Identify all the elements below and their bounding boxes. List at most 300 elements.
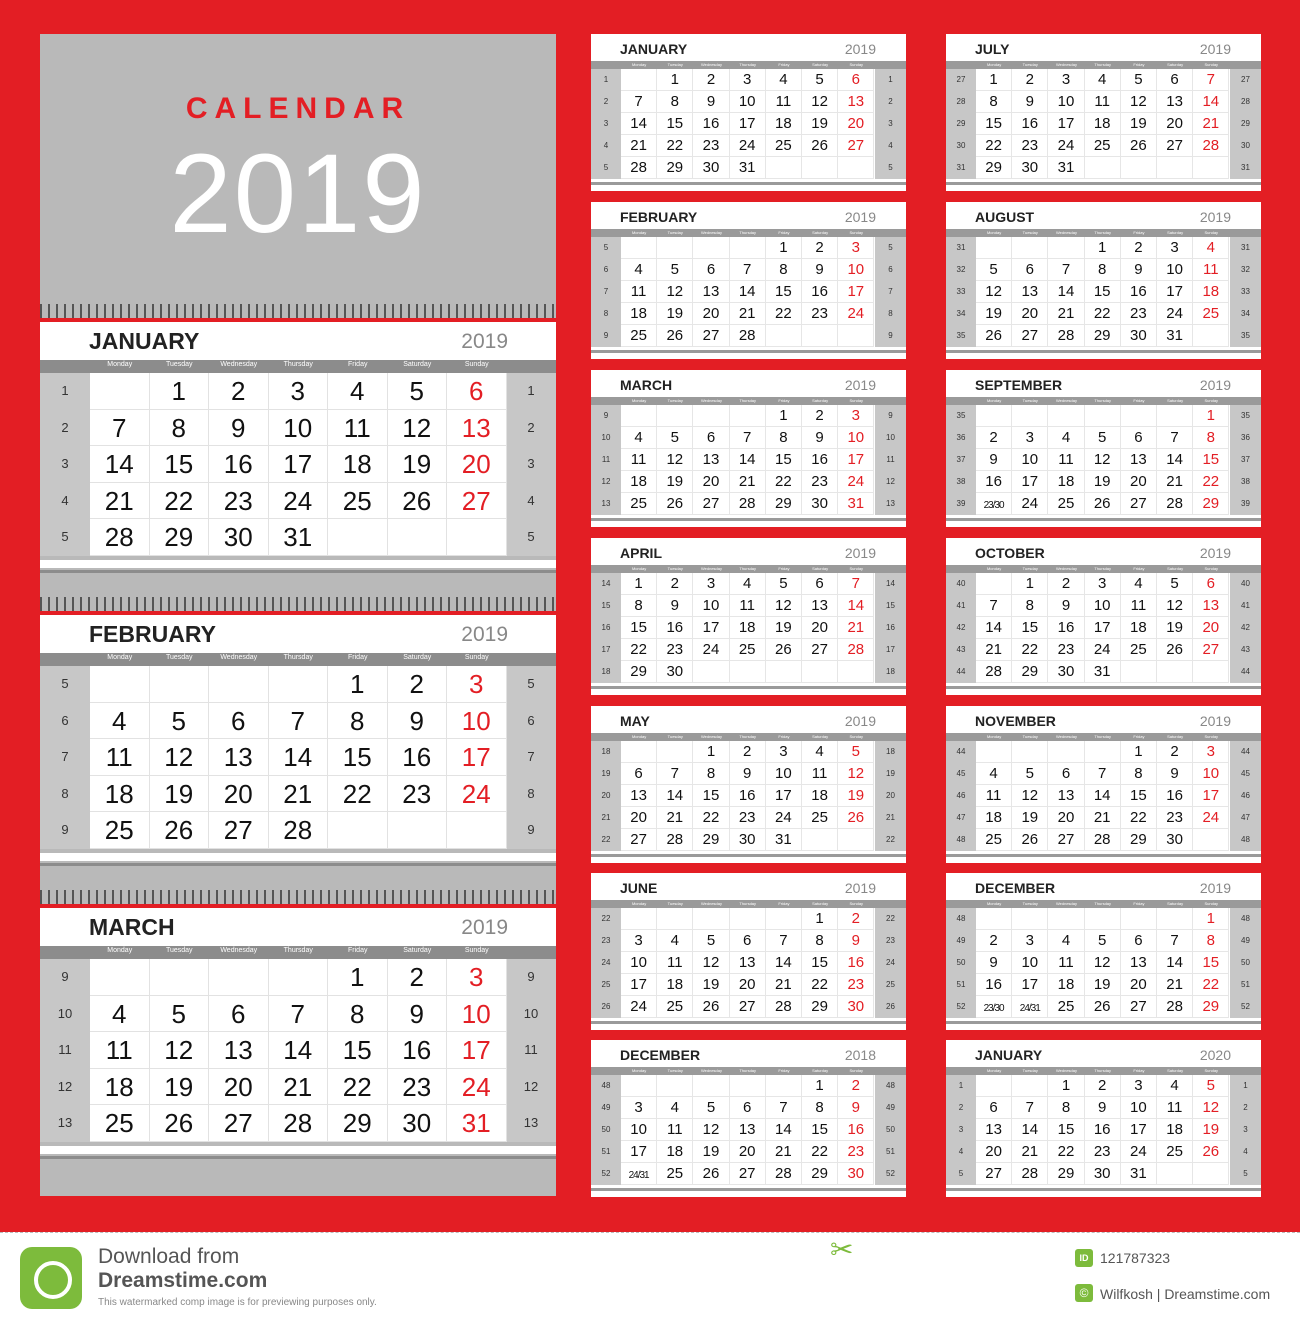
day-cell: 25 <box>730 639 766 661</box>
day-cell: 27 <box>1121 493 1157 515</box>
day-cell: 11 <box>90 1032 150 1069</box>
day-cell: 10 <box>621 952 657 974</box>
day-cell <box>976 573 1012 595</box>
weekday-label: Thursday <box>1094 1068 1112 1073</box>
day-cell: 28 <box>766 996 802 1018</box>
day-grid <box>90 959 507 1142</box>
weekday-label: Saturday <box>1167 1068 1184 1073</box>
wall-calendar-panel <box>40 34 556 1196</box>
week-number: 50 <box>956 958 966 967</box>
weekday-label: Wednesday <box>1055 62 1078 67</box>
month-header <box>40 322 556 360</box>
day-cell: 21 <box>1157 471 1193 493</box>
weekday-label: Tuesday <box>1022 230 1038 235</box>
week-number-column <box>591 69 621 179</box>
week-number: 6 <box>61 712 69 728</box>
day-cell: 9 <box>1085 1097 1121 1119</box>
day-cell: 13 <box>693 281 729 303</box>
day-cell: 26 <box>1085 493 1121 515</box>
day-cell: 24 <box>838 303 874 325</box>
day-cell: 20 <box>621 807 657 829</box>
day-cell: 27 <box>447 483 507 520</box>
mini-month-december-2019 <box>946 873 1261 1030</box>
day-cell: 23/30 <box>976 996 1012 1018</box>
weekday-label: Thursday <box>283 654 313 661</box>
week-number-column <box>40 959 90 1142</box>
month-footer <box>40 560 556 568</box>
week-number: 11 <box>886 455 895 464</box>
weekday-label: Sunday <box>464 947 489 954</box>
weekday-label: Saturday <box>403 654 432 661</box>
day-cell: 18 <box>1048 471 1084 493</box>
day-cell: 24 <box>1085 639 1121 661</box>
month-name: DECEMBER <box>975 880 1056 896</box>
copyright-icon: © <box>1075 1284 1093 1302</box>
day-cell <box>328 812 388 849</box>
week-number: 31 <box>956 163 966 172</box>
week-number: 26 <box>886 1002 895 1011</box>
day-cell: 4 <box>90 703 150 740</box>
day-cell <box>269 666 329 703</box>
day-cell: 27 <box>1121 996 1157 1018</box>
day-cell: 10 <box>693 595 729 617</box>
day-cell: 22 <box>976 135 1012 157</box>
day-cell: 8 <box>150 410 210 447</box>
day-cell: 13 <box>447 410 507 447</box>
weekday-label: Monday <box>986 62 1002 67</box>
month-year: 2019 <box>1199 545 1231 561</box>
weekday-label: Sunday <box>1204 1068 1219 1073</box>
week-number: 38 <box>956 477 966 486</box>
day-cell: 19 <box>150 1069 210 1106</box>
day-cell: 13 <box>621 785 657 807</box>
day-cell: 3 <box>447 666 507 703</box>
week-number: 5 <box>1243 1169 1248 1178</box>
weekday-label: Tuesday <box>667 62 683 67</box>
day-cell: 22 <box>657 135 693 157</box>
day-cell <box>621 908 657 930</box>
day-cell: 25 <box>657 1163 693 1185</box>
day-cell: 10 <box>730 91 766 113</box>
week-number: 2 <box>603 97 609 106</box>
weekday-label: Thursday <box>1094 62 1112 67</box>
weekday-label: Monday <box>631 734 647 739</box>
day-cell: 21 <box>1085 807 1121 829</box>
day-cell: 18 <box>1048 974 1084 996</box>
month-name: SEPTEMBER <box>975 377 1063 393</box>
week-number: 4 <box>958 1147 964 1156</box>
weekday-header <box>946 397 1261 405</box>
weekday-label: Wednesday <box>1055 398 1078 403</box>
day-cell: 30 <box>1085 1163 1121 1185</box>
week-number: 45 <box>956 769 966 778</box>
week-number: 3 <box>603 119 609 128</box>
day-cell: 29 <box>976 157 1012 179</box>
weekday-label: Sunday <box>1204 398 1219 403</box>
day-cell: 16 <box>1121 281 1157 303</box>
weekday-label: Thursday <box>739 1068 757 1073</box>
day-cell: 9 <box>1012 91 1048 113</box>
day-cell: 19 <box>657 303 693 325</box>
day-cell: 5 <box>976 259 1012 281</box>
day-cell: 17 <box>621 1141 657 1163</box>
day-cell: 3 <box>621 1097 657 1119</box>
week-number-column-right <box>1230 237 1261 347</box>
day-cell: 14 <box>621 113 657 135</box>
week-number: 22 <box>601 835 611 844</box>
week-number: 31 <box>1241 163 1250 172</box>
day-cell: 23 <box>1085 1141 1121 1163</box>
day-cell: 6 <box>1121 427 1157 449</box>
day-cell: 9 <box>388 703 448 740</box>
weekday-label: Thursday <box>283 361 313 368</box>
day-cell: 7 <box>1012 1097 1048 1119</box>
weekday-label: Tuesday <box>667 566 683 571</box>
weekday-label: Monday <box>631 230 647 235</box>
day-cell: 18 <box>976 807 1012 829</box>
day-cell: 4 <box>328 373 388 410</box>
day-cell: 20 <box>1121 471 1157 493</box>
day-cell: 6 <box>447 373 507 410</box>
day-cell: 16 <box>730 785 766 807</box>
weekday-label: Sunday <box>849 566 864 571</box>
week-number: 7 <box>603 287 609 296</box>
day-cell: 15 <box>766 281 802 303</box>
day-cell: 3 <box>766 741 802 763</box>
day-cell: 6 <box>621 763 657 785</box>
week-number: 5 <box>888 163 893 172</box>
day-cell <box>1157 157 1193 179</box>
week-number: 51 <box>956 980 966 989</box>
month-name: APRIL <box>620 545 662 561</box>
day-cell: 2 <box>1157 741 1193 763</box>
week-number: 4 <box>1243 1147 1248 1156</box>
day-cell: 5 <box>150 996 210 1033</box>
day-cell: 13 <box>802 595 838 617</box>
weekday-label: Saturday <box>1167 230 1184 235</box>
weekday-label: Friday <box>1133 398 1145 403</box>
weekday-label: Monday <box>986 901 1002 906</box>
week-number: 15 <box>886 601 895 610</box>
day-cell: 10 <box>838 259 874 281</box>
week-number-column-right <box>1230 1075 1261 1185</box>
day-cell <box>621 237 657 259</box>
week-number: 3 <box>958 1125 964 1134</box>
month-name: OCTOBER <box>975 545 1045 561</box>
week-number-column-right <box>875 1075 906 1185</box>
week-number: 5 <box>603 243 609 252</box>
month-year: 2019 <box>844 713 876 729</box>
day-cell: 26 <box>1012 829 1048 851</box>
weekday-label: Friday <box>1133 566 1145 571</box>
month-footer-line <box>946 1188 1261 1191</box>
day-cell: 7 <box>1193 69 1229 91</box>
weekday-label: Wednesday <box>220 361 258 368</box>
weekday-label: Friday <box>348 361 368 368</box>
weekday-label: Wednesday <box>220 654 258 661</box>
weekday-label: Sunday <box>464 654 489 661</box>
week-number: 6 <box>603 265 609 274</box>
day-cell: 14 <box>730 281 766 303</box>
week-number: 2 <box>888 97 893 106</box>
day-cell: 27 <box>838 135 874 157</box>
weekday-label: Sunday <box>1204 62 1219 67</box>
week-number: 25 <box>886 980 895 989</box>
month-block-february <box>40 615 556 870</box>
day-cell: 26 <box>150 812 210 849</box>
day-cell: 10 <box>1157 259 1193 281</box>
day-cell: 7 <box>90 410 150 447</box>
weekday-label: Tuesday <box>1022 398 1038 403</box>
month-year: 2019 <box>1199 41 1231 57</box>
weekday-label: Sunday <box>849 901 864 906</box>
day-cell: 25 <box>802 807 838 829</box>
day-cell: 16 <box>838 952 874 974</box>
month-footer-line <box>946 518 1261 521</box>
weekday-label: Saturday <box>812 62 829 67</box>
day-cell: 9 <box>976 449 1012 471</box>
day-cell: 25 <box>1048 493 1084 515</box>
day-cell: 8 <box>328 703 388 740</box>
week-number: 22 <box>601 914 611 923</box>
weekday-label: Tuesday <box>1022 901 1038 906</box>
day-cell: 13 <box>730 1119 766 1141</box>
day-cell: 2 <box>802 237 838 259</box>
day-cell: 6 <box>1121 930 1157 952</box>
day-cell: 10 <box>1012 449 1048 471</box>
weekday-header <box>40 360 556 373</box>
week-number: 7 <box>888 287 893 296</box>
day-cell <box>1085 741 1121 763</box>
day-cell: 17 <box>1193 785 1229 807</box>
week-number: 9 <box>888 411 893 420</box>
day-cell <box>693 908 729 930</box>
week-number: 29 <box>956 119 966 128</box>
month-year: 2019 <box>461 623 508 646</box>
weekday-label: Wednesday <box>700 398 723 403</box>
week-number-column <box>946 405 976 515</box>
day-cell: 15 <box>693 785 729 807</box>
week-number: 6 <box>527 712 535 728</box>
day-cell: 5 <box>693 930 729 952</box>
day-cell: 5 <box>150 703 210 740</box>
day-cell <box>621 69 657 91</box>
week-number: 12 <box>886 477 895 486</box>
day-cell: 14 <box>269 739 329 776</box>
mini-month-september-2019 <box>946 370 1261 527</box>
day-cell: 28 <box>730 493 766 515</box>
day-cell <box>1012 908 1048 930</box>
weekday-header <box>40 653 556 666</box>
day-cell: 6 <box>209 996 269 1033</box>
day-cell: 12 <box>657 449 693 471</box>
day-cell: 8 <box>1193 930 1229 952</box>
day-cell: 25 <box>1157 1141 1193 1163</box>
day-cell: 11 <box>90 739 150 776</box>
day-cell: 11 <box>657 1119 693 1141</box>
day-cell: 3 <box>730 69 766 91</box>
weekday-label: Saturday <box>1167 901 1184 906</box>
week-number: 37 <box>1241 455 1250 464</box>
day-cell <box>802 157 838 179</box>
day-cell: 29 <box>802 1163 838 1185</box>
day-cell: 3 <box>1048 69 1084 91</box>
image-id: 121787323 <box>1100 1250 1171 1266</box>
day-cell: 8 <box>328 996 388 1033</box>
weekday-label: Friday <box>1133 1068 1145 1073</box>
day-cell: 12 <box>1085 449 1121 471</box>
day-cell <box>802 661 838 683</box>
week-number-column <box>591 741 621 851</box>
day-cell: 29 <box>150 519 210 556</box>
day-cell <box>693 661 729 683</box>
day-cell: 8 <box>621 595 657 617</box>
day-cell: 29 <box>1012 661 1048 683</box>
day-cell <box>447 812 507 849</box>
week-number: 46 <box>1241 791 1250 800</box>
day-cell: 21 <box>621 135 657 157</box>
day-cell <box>1085 405 1121 427</box>
day-cell: 16 <box>802 449 838 471</box>
day-cell: 1 <box>766 237 802 259</box>
weekday-header <box>946 733 1261 741</box>
weekday-label: Friday <box>1133 230 1145 235</box>
month-year: 2020 <box>1199 1047 1231 1063</box>
weekday-label: Saturday <box>1167 734 1184 739</box>
day-cell: 20 <box>693 303 729 325</box>
week-number: 51 <box>1241 980 1250 989</box>
day-cell: 19 <box>1193 1119 1229 1141</box>
day-cell: 12 <box>150 1032 210 1069</box>
calendar-year: 2019 <box>169 131 427 256</box>
mini-month-april-2019 <box>591 538 906 695</box>
weekday-label: Monday <box>107 361 133 368</box>
day-cell: 8 <box>766 427 802 449</box>
month-year: 2019 <box>1199 209 1231 225</box>
week-number: 3 <box>527 456 535 471</box>
day-cell: 9 <box>693 91 729 113</box>
weekday-label: Tuesday <box>667 398 683 403</box>
day-cell: 12 <box>150 739 210 776</box>
day-cell: 2 <box>1085 1075 1121 1097</box>
weekday-label: Thursday <box>1094 734 1112 739</box>
day-cell: 26 <box>802 135 838 157</box>
weekday-label: Monday <box>631 1068 647 1073</box>
week-number: 36 <box>1241 433 1250 442</box>
day-cell: 22 <box>1085 303 1121 325</box>
day-cell: 4 <box>1157 1075 1193 1097</box>
day-cell: 17 <box>1157 281 1193 303</box>
day-cell <box>730 661 766 683</box>
day-cell: 20 <box>730 974 766 996</box>
day-cell: 25 <box>1085 135 1121 157</box>
day-cell <box>1012 237 1048 259</box>
scissors-icon: ✂ <box>830 1234 854 1265</box>
weekday-label: Friday <box>1133 62 1145 67</box>
weekday-label: Wednesday <box>1055 901 1078 906</box>
day-cell: 16 <box>1085 1119 1121 1141</box>
day-cell: 21 <box>976 639 1012 661</box>
month-header <box>40 615 556 653</box>
day-cell: 31 <box>1048 157 1084 179</box>
day-cell: 19 <box>838 785 874 807</box>
day-cell: 18 <box>90 1069 150 1106</box>
day-cell <box>209 666 269 703</box>
month-footer-line <box>591 182 906 185</box>
day-cell: 15 <box>766 449 802 471</box>
day-cell: 9 <box>838 930 874 952</box>
day-cell: 20 <box>1121 974 1157 996</box>
week-number: 13 <box>57 1115 73 1130</box>
day-cell: 28 <box>730 325 766 347</box>
day-cell: 20 <box>209 776 269 813</box>
day-cell: 8 <box>802 1097 838 1119</box>
week-number: 17 <box>601 645 611 654</box>
day-cell: 30 <box>838 996 874 1018</box>
month-year: 2019 <box>844 209 876 225</box>
day-cell: 5 <box>657 259 693 281</box>
day-cell <box>621 1075 657 1097</box>
day-cell: 27 <box>693 493 729 515</box>
day-cell: 14 <box>657 785 693 807</box>
month-name: JANUARY <box>89 328 200 354</box>
week-number-column <box>946 573 976 683</box>
week-number: 24 <box>601 958 611 967</box>
week-number-column <box>946 237 976 347</box>
month-footer-line <box>591 350 906 353</box>
day-cell: 14 <box>1157 449 1193 471</box>
week-number: 31 <box>956 243 966 252</box>
week-number: 10 <box>523 1005 539 1021</box>
day-cell: 9 <box>802 427 838 449</box>
week-number: 34 <box>956 309 966 318</box>
day-cell: 3 <box>447 959 507 996</box>
day-cell <box>150 666 210 703</box>
day-cell: 6 <box>838 69 874 91</box>
day-cell <box>1157 661 1193 683</box>
day-cell: 22 <box>150 483 210 520</box>
day-cell: 1 <box>802 908 838 930</box>
week-number-column-right <box>875 69 906 179</box>
weekday-label: Sunday <box>849 62 864 67</box>
day-cell: 24 <box>766 807 802 829</box>
week-number: 18 <box>601 747 611 756</box>
weekday-label: Tuesday <box>1022 566 1038 571</box>
day-cell <box>1048 741 1084 763</box>
weekday-label: Tuesday <box>667 901 683 906</box>
day-cell: 6 <box>1048 763 1084 785</box>
day-cell: 21 <box>766 974 802 996</box>
day-cell: 20 <box>693 471 729 493</box>
day-cell: 5 <box>657 427 693 449</box>
day-cell <box>1012 405 1048 427</box>
day-cell: 29 <box>1048 1163 1084 1185</box>
day-cell: 28 <box>766 1163 802 1185</box>
week-number: 1 <box>603 75 609 84</box>
day-cell: 7 <box>730 427 766 449</box>
day-cell: 31 <box>1157 325 1193 347</box>
weekday-label: Friday <box>778 566 790 571</box>
day-cell: 6 <box>976 1097 1012 1119</box>
day-cell <box>766 1075 802 1097</box>
day-cell: 14 <box>730 449 766 471</box>
week-number: 3 <box>61 456 69 471</box>
week-number-column-right <box>507 373 556 556</box>
day-cell: 10 <box>1085 595 1121 617</box>
week-number-column-right <box>1230 69 1261 179</box>
day-cell: 6 <box>730 930 766 952</box>
day-cell: 21 <box>269 1069 329 1106</box>
